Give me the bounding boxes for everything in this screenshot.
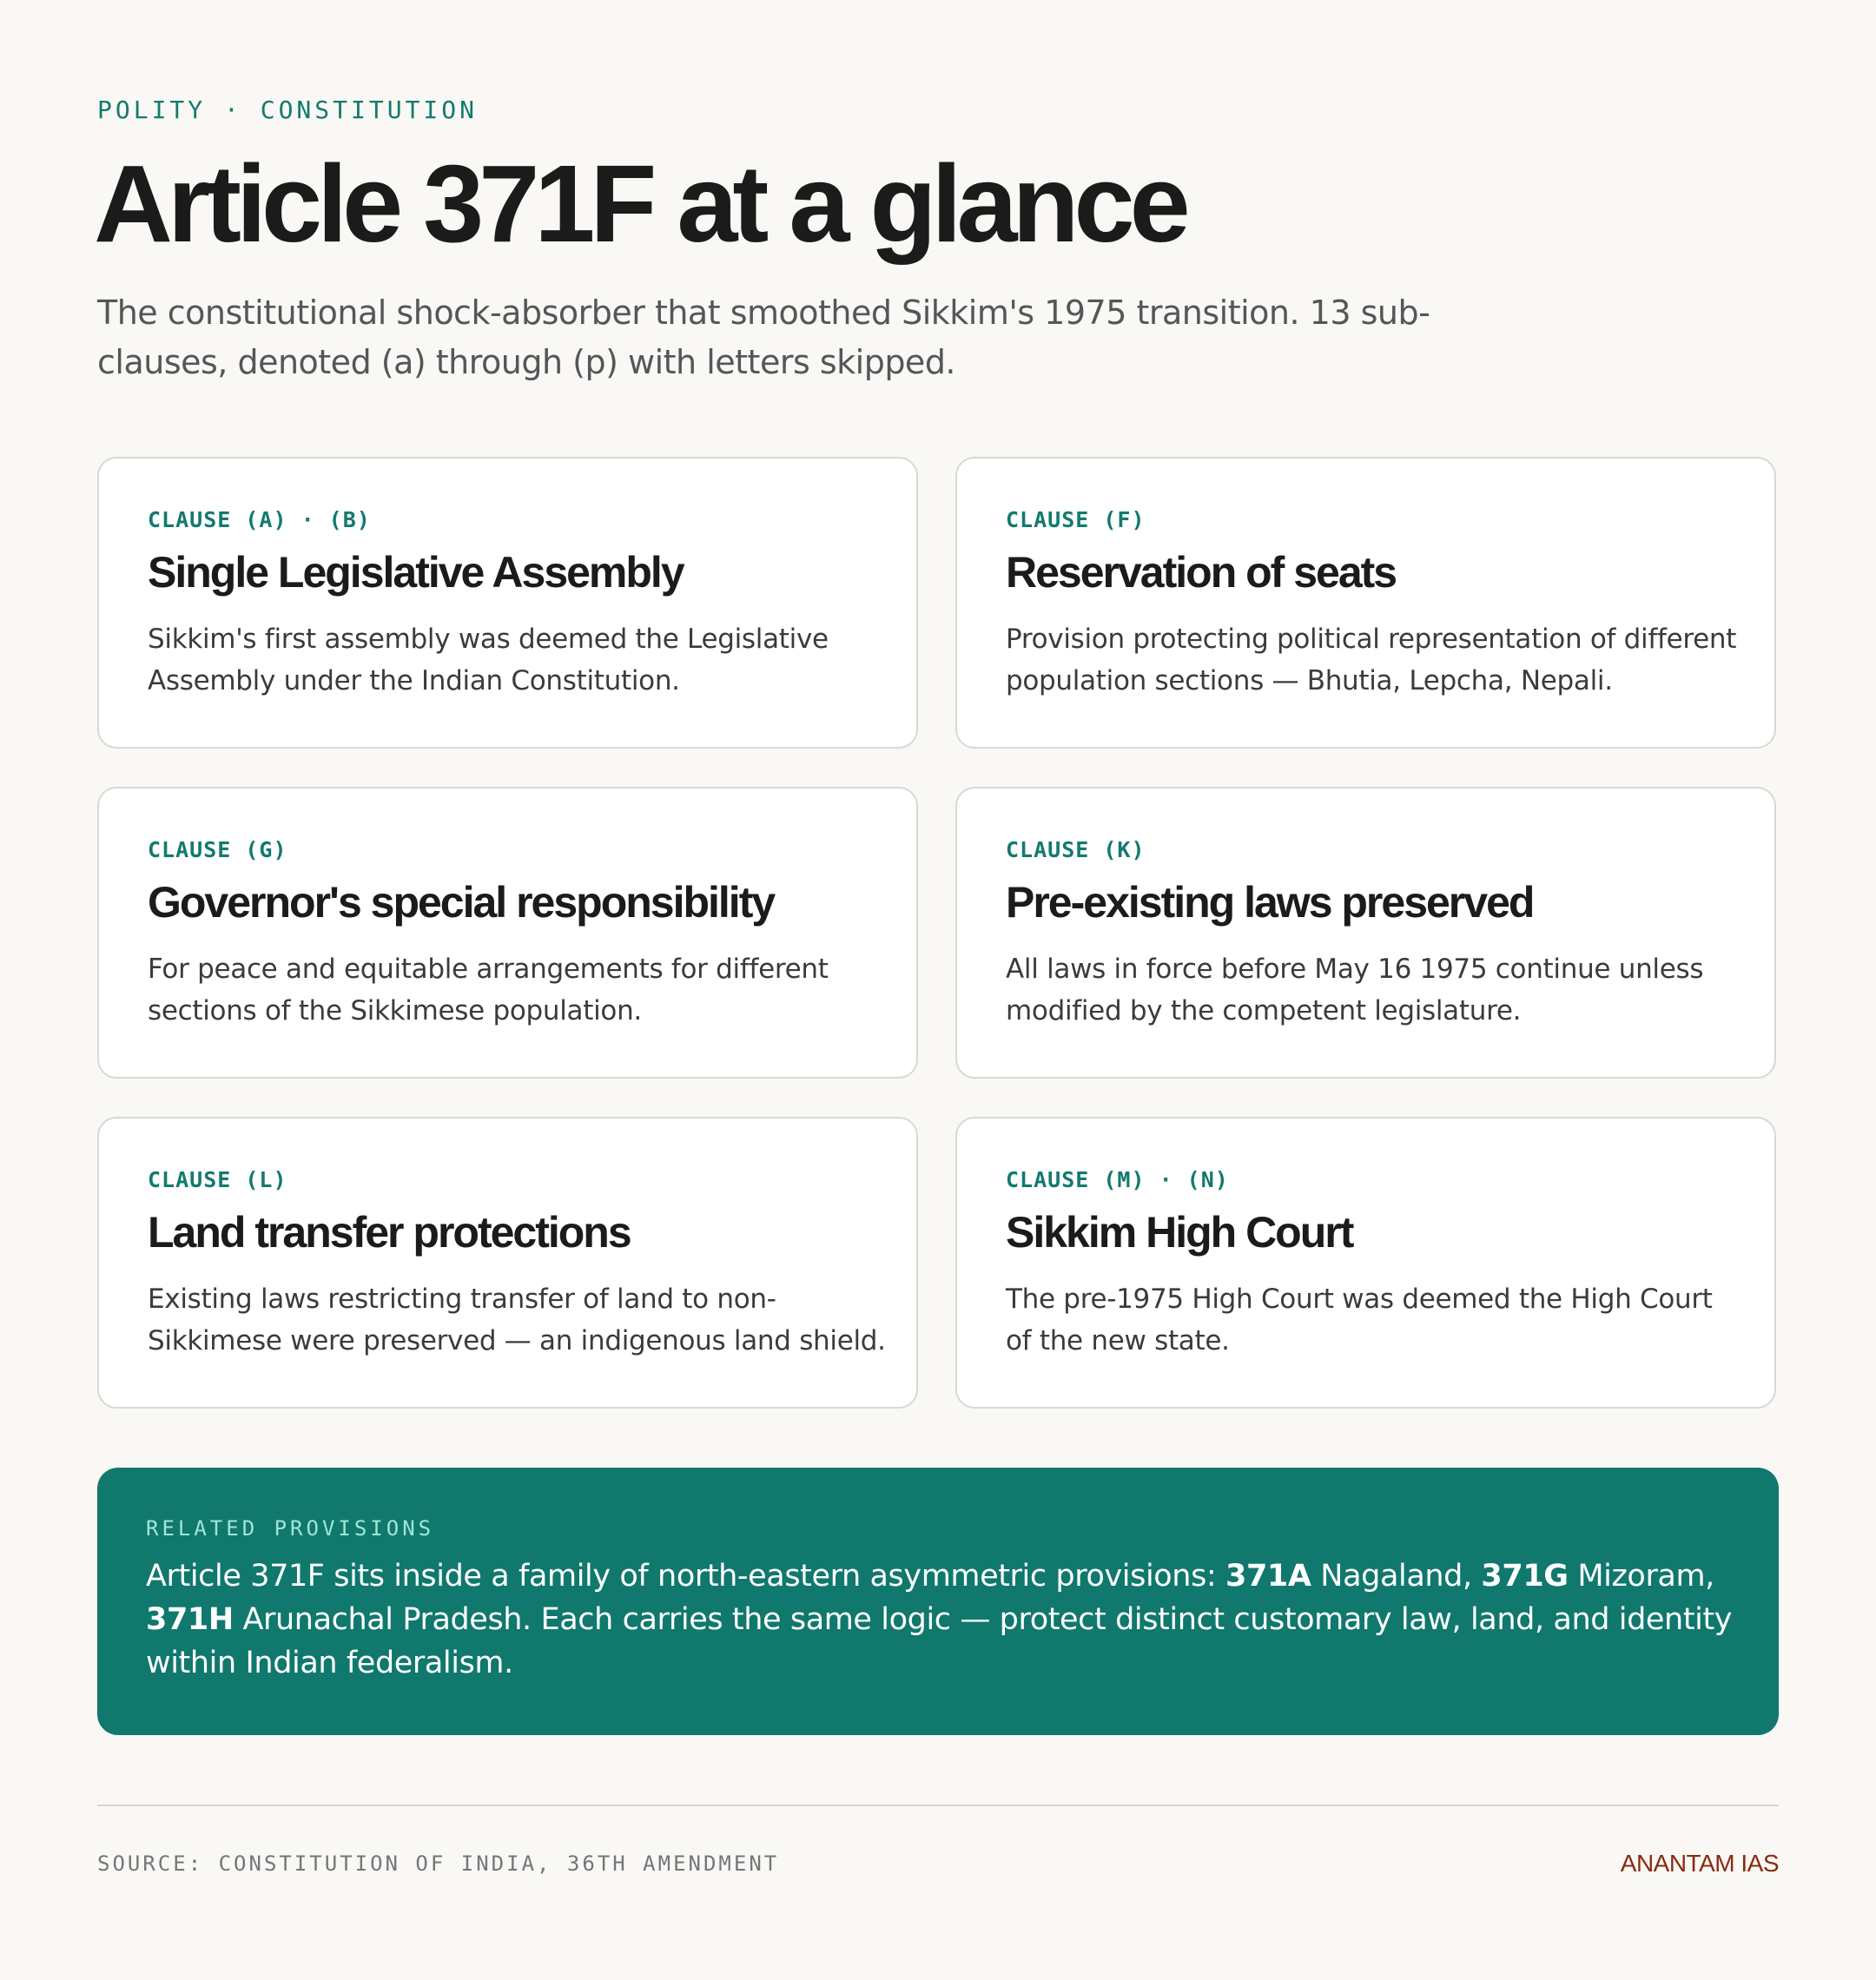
article-371h: 371H bbox=[146, 1602, 234, 1637]
article-371g: 371G bbox=[1481, 1559, 1569, 1594]
clause-card-l bbox=[97, 1117, 918, 1409]
clause-label: CLAUSE (F) bbox=[1006, 507, 1146, 532]
clause-card-f bbox=[955, 457, 1776, 749]
clause-description: Sikkim's first assembly was deemed the Legislative Assembly under the Indian Constitution. bbox=[148, 624, 829, 696]
clause-label: CLAUSE (A) · (B) bbox=[148, 507, 371, 532]
clause-description: The pre-1975 High Court was deemed the High Court of the new state. bbox=[1006, 1284, 1713, 1356]
clause-title: Pre-existing laws preserved bbox=[1006, 878, 1534, 927]
clause-label: CLAUSE (M) · (N) bbox=[1006, 1167, 1229, 1192]
clause-description: Existing laws restricting transfer of land to non-Sikkimese were preserved — an indigenous land shield. bbox=[148, 1284, 886, 1356]
clause-title: Sikkim High Court bbox=[1006, 1208, 1353, 1257]
clause-card-m-n bbox=[955, 1117, 1776, 1409]
footer-divider bbox=[97, 1805, 1779, 1806]
clause-title: Governor's special responsibility bbox=[148, 878, 775, 927]
related-provisions-panel bbox=[97, 1468, 1779, 1735]
article-371a: 371A bbox=[1225, 1559, 1311, 1594]
related-provisions-text bbox=[146, 1554, 1744, 1685]
clause-description: All laws in force before May 16 1975 continue unless modified by the competent legislature. bbox=[1006, 954, 1704, 1026]
related-provisions-label: RELATED PROVISIONS bbox=[146, 1516, 435, 1541]
page-title: Article 371F at a glance bbox=[94, 142, 1186, 265]
clause-title: Land transfer protections bbox=[148, 1208, 631, 1257]
source-note: SOURCE: CONSTITUTION OF INDIA, 36TH AMENDMENT bbox=[97, 1851, 780, 1876]
related-text-segment: Article 371F sits inside a family of north-eastern asymmetric provisions: bbox=[146, 1559, 1226, 1594]
clause-card-k bbox=[955, 787, 1776, 1079]
clause-title: Reservation of seats bbox=[1006, 548, 1397, 597]
related-text-segment: Nagaland, bbox=[1311, 1559, 1482, 1594]
clause-title: Single Legislative Assembly bbox=[148, 548, 684, 597]
clause-description: For peace and equitable arrangements for different sections of the Sikkimese population. bbox=[148, 954, 829, 1026]
page-subtitle: The constitutional shock-absorber that smoothed Sikkim's 1975 transition. 13 sub-clauses, denoted (a) through (p) with letters skipped. bbox=[97, 294, 1430, 381]
clause-card-g bbox=[97, 787, 918, 1079]
clause-label: CLAUSE (L) bbox=[148, 1167, 287, 1192]
section-kicker: POLITY · CONSTITUTION bbox=[97, 96, 479, 124]
brand-name: ANANTAM IAS bbox=[1620, 1850, 1779, 1877]
clause-description: Provision protecting political representation of different population sections — Bhutia, Lepcha, Nepali. bbox=[1006, 624, 1737, 696]
clause-label: CLAUSE (K) bbox=[1006, 837, 1146, 862]
related-text-segment: Arunachal Pradesh. Each carries the same logic — protect distinct customary law, land, and identity within Indian federalism. bbox=[146, 1602, 1733, 1680]
related-text-segment: Mizoram, bbox=[1568, 1559, 1714, 1594]
clause-card-a-b bbox=[97, 457, 918, 749]
clause-label: CLAUSE (G) bbox=[148, 837, 287, 862]
